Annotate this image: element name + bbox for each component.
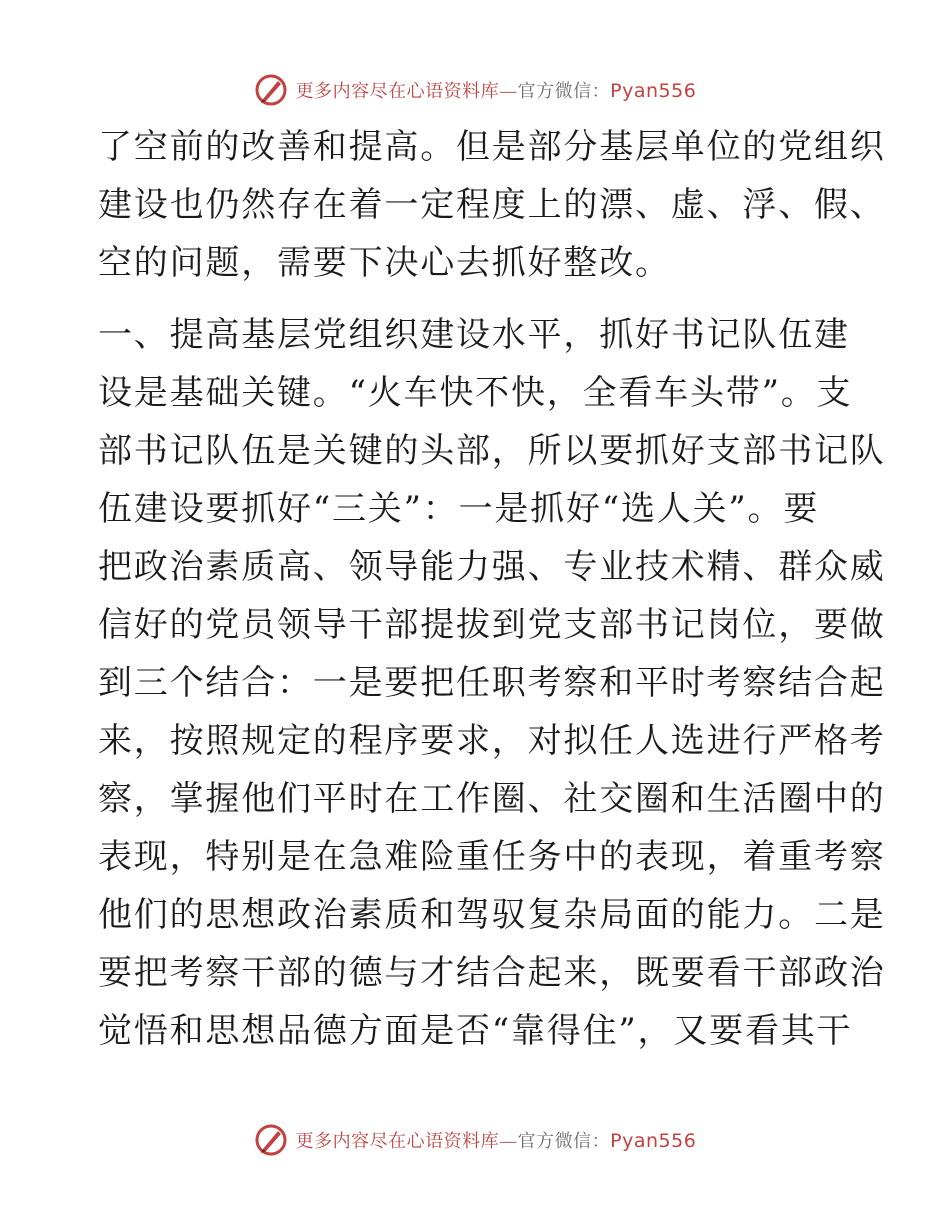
text-line: 设是基础关键。“火车快不快，全看车头带”。支	[98, 373, 853, 413]
document-body	[98, 118, 886, 1060]
header-banner-text	[296, 77, 697, 103]
text-line: 一、提高基层党组织建设水平，抓好书记队伍建	[98, 315, 850, 355]
footer-banner-main: 更多内容尽在心语资料库	[295, 1131, 500, 1152]
header-banner-wechat: 官方微信：	[517, 81, 611, 102]
text-line: 要把考察干部的德与才结合起来，既要看干部政治	[98, 953, 886, 993]
text-line: 建设也仍然存在着一定程度上的漂、虚、浮、假、	[98, 185, 886, 225]
pen-circle-logo-icon	[254, 1123, 288, 1157]
text-line: 了空前的改善和提高。但是部分基层单位的党组织	[98, 127, 886, 167]
pen-circle-logo-icon	[254, 73, 288, 107]
footer-banner-id: Pyan556	[610, 1130, 697, 1152]
footer-banner-dash: —	[499, 1131, 518, 1152]
footer-banner	[0, 1120, 950, 1160]
text-line: 觉悟和思想品德方面是否“靠得住”，又要看其干	[98, 1011, 853, 1051]
paragraph-1	[98, 118, 886, 292]
footer-banner-wechat: 官方微信：	[517, 1131, 611, 1152]
text-line: 部书记队伍是关键的头部，所以要抓好支部书记队	[98, 431, 886, 471]
header-banner-id: Pyan556	[610, 80, 697, 102]
footer-banner-text	[296, 1127, 697, 1153]
text-line: 他们的思想政治素质和驾驭复杂局面的能力。二是	[98, 895, 886, 935]
header-banner-dash: —	[499, 81, 518, 102]
text-line: 把政治素质高、领导能力强、专业技术精、群众威	[98, 547, 886, 587]
text-line: 空的问题，需要下决心去抓好整改。	[98, 243, 671, 283]
text-line: 信好的党员领导干部提拔到党支部书记岗位，要做	[98, 605, 886, 645]
text-line: 伍建设要抓好“三关”：一是抓好“选人关”。要	[98, 489, 820, 529]
text-line: 察，掌握他们平时在工作圈、社交圈和生活圈中的	[98, 779, 886, 819]
header-banner-main: 更多内容尽在心语资料库	[295, 81, 500, 102]
text-line: 来，按照规定的程序要求，对拟任人选进行严格考	[98, 721, 886, 761]
text-line: 到三个结合：一是要把任职考察和平时考察结合起	[98, 663, 886, 703]
header-banner	[0, 70, 950, 110]
paragraph-gap	[98, 292, 850, 306]
paragraph-2	[98, 306, 886, 1060]
text-line: 表现，特别是在急难险重任务中的表现，着重考察	[98, 837, 886, 877]
